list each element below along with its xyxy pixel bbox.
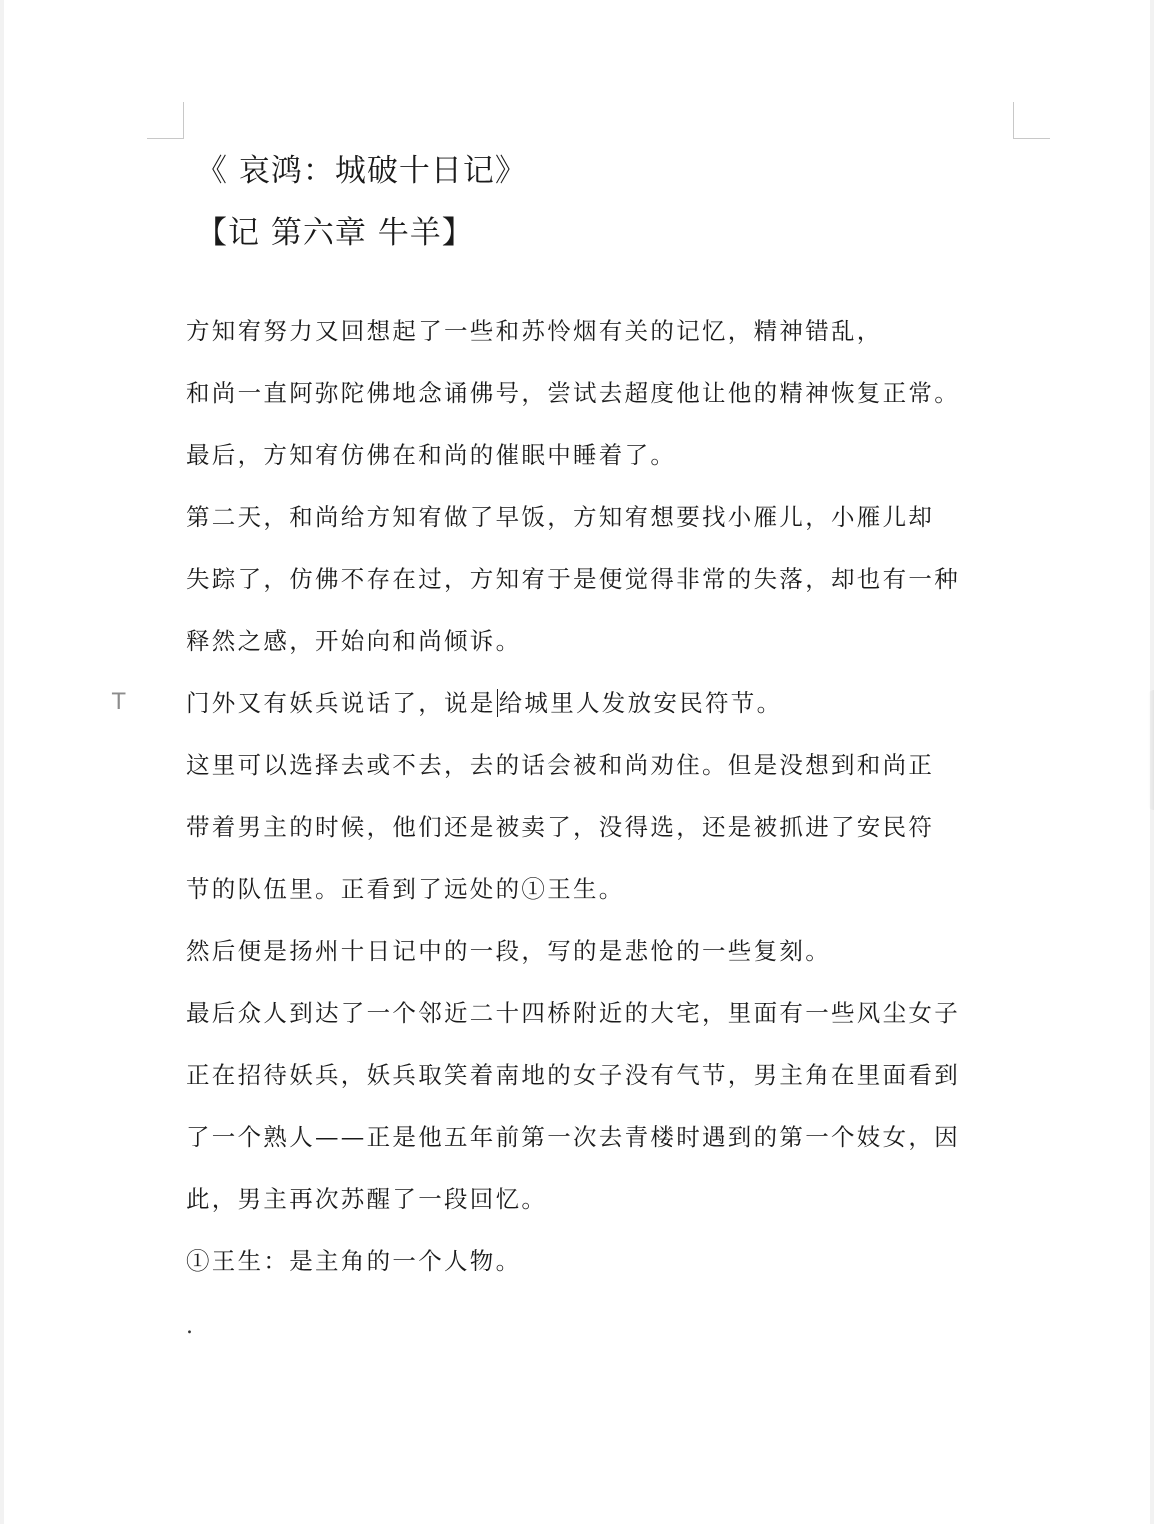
paragraph[interactable]: 然后便是扬州十日记中的一段，写的是悲怆的一些复刻。: [186, 936, 831, 965]
paragraph[interactable]: 此，男主再次苏醒了一段回忆。: [186, 1184, 548, 1213]
paragraph[interactable]: 失踪了，仿佛不存在过，方知宥于是便觉得非常的失落，却也有一种: [186, 564, 960, 593]
document-body[interactable]: [186, 300, 1026, 1292]
paragraph[interactable]: 这里可以选择去或不去，去的话会被和尚劝住。但是没想到和尚正: [186, 750, 935, 779]
paragraph[interactable]: 了一个熟人——正是他五年前第一次去青楼时遇到的第一个妓女，因: [186, 1122, 960, 1151]
paragraph[interactable]: 最后众人到达了一个邻近二十四桥附近的大宅，里面有一些风尘女子: [186, 998, 960, 1027]
document-title[interactable]: 《 哀鸿：城破十日记》: [196, 153, 527, 189]
text-style-icon[interactable]: T: [112, 690, 126, 715]
margin-corner-top-right: [1013, 102, 1050, 139]
side-panel-edge[interactable]: [1148, 690, 1154, 810]
chapter-heading[interactable]: 【记 第六章 牛羊】: [196, 215, 474, 251]
paragraph[interactable]: 第二天，和尚给方知宥做了早饭，方知宥想要找小雁儿，小雁儿却: [186, 502, 935, 531]
paragraph[interactable]: 释然之感，开始向和尚倾诉。: [186, 626, 522, 655]
paragraph[interactable]: 节的队伍里。正看到了远处的①王生。: [186, 874, 625, 903]
text-cursor: [497, 689, 498, 717]
margin-corner-top-left: [147, 102, 184, 139]
paragraph[interactable]: 正在招待妖兵，妖兵取笑着南地的女子没有气节，男主角在里面看到: [186, 1060, 960, 1089]
document-page[interactable]: [4, 0, 1150, 1524]
paragraph[interactable]: 方知宥努力又回想起了一些和苏怜烟有关的记忆，精神错乱，: [186, 316, 883, 345]
footnote[interactable]: ①王生：是主角的一个人物。: [186, 1246, 522, 1275]
paragraph-with-cursor[interactable]: [186, 672, 1026, 734]
paragraph-text-after-cursor: 给城里人发放安民符节。: [498, 688, 783, 717]
paragraph[interactable]: 最后，方知宥仿佛在和尚的催眠中睡着了。: [186, 440, 677, 469]
paragraph[interactable]: 和尚一直阿弥陀佛地念诵佛号，尝试去超度他让他的精神恢复正常。: [186, 378, 960, 407]
empty-paragraph-mark: .: [186, 1314, 193, 1339]
paragraph[interactable]: 带着男主的时候，他们还是被卖了，没得选，还是被抓进了安民符: [186, 812, 935, 841]
paragraph-text-before-cursor: 门外又有妖兵说话了，说是: [186, 688, 496, 717]
